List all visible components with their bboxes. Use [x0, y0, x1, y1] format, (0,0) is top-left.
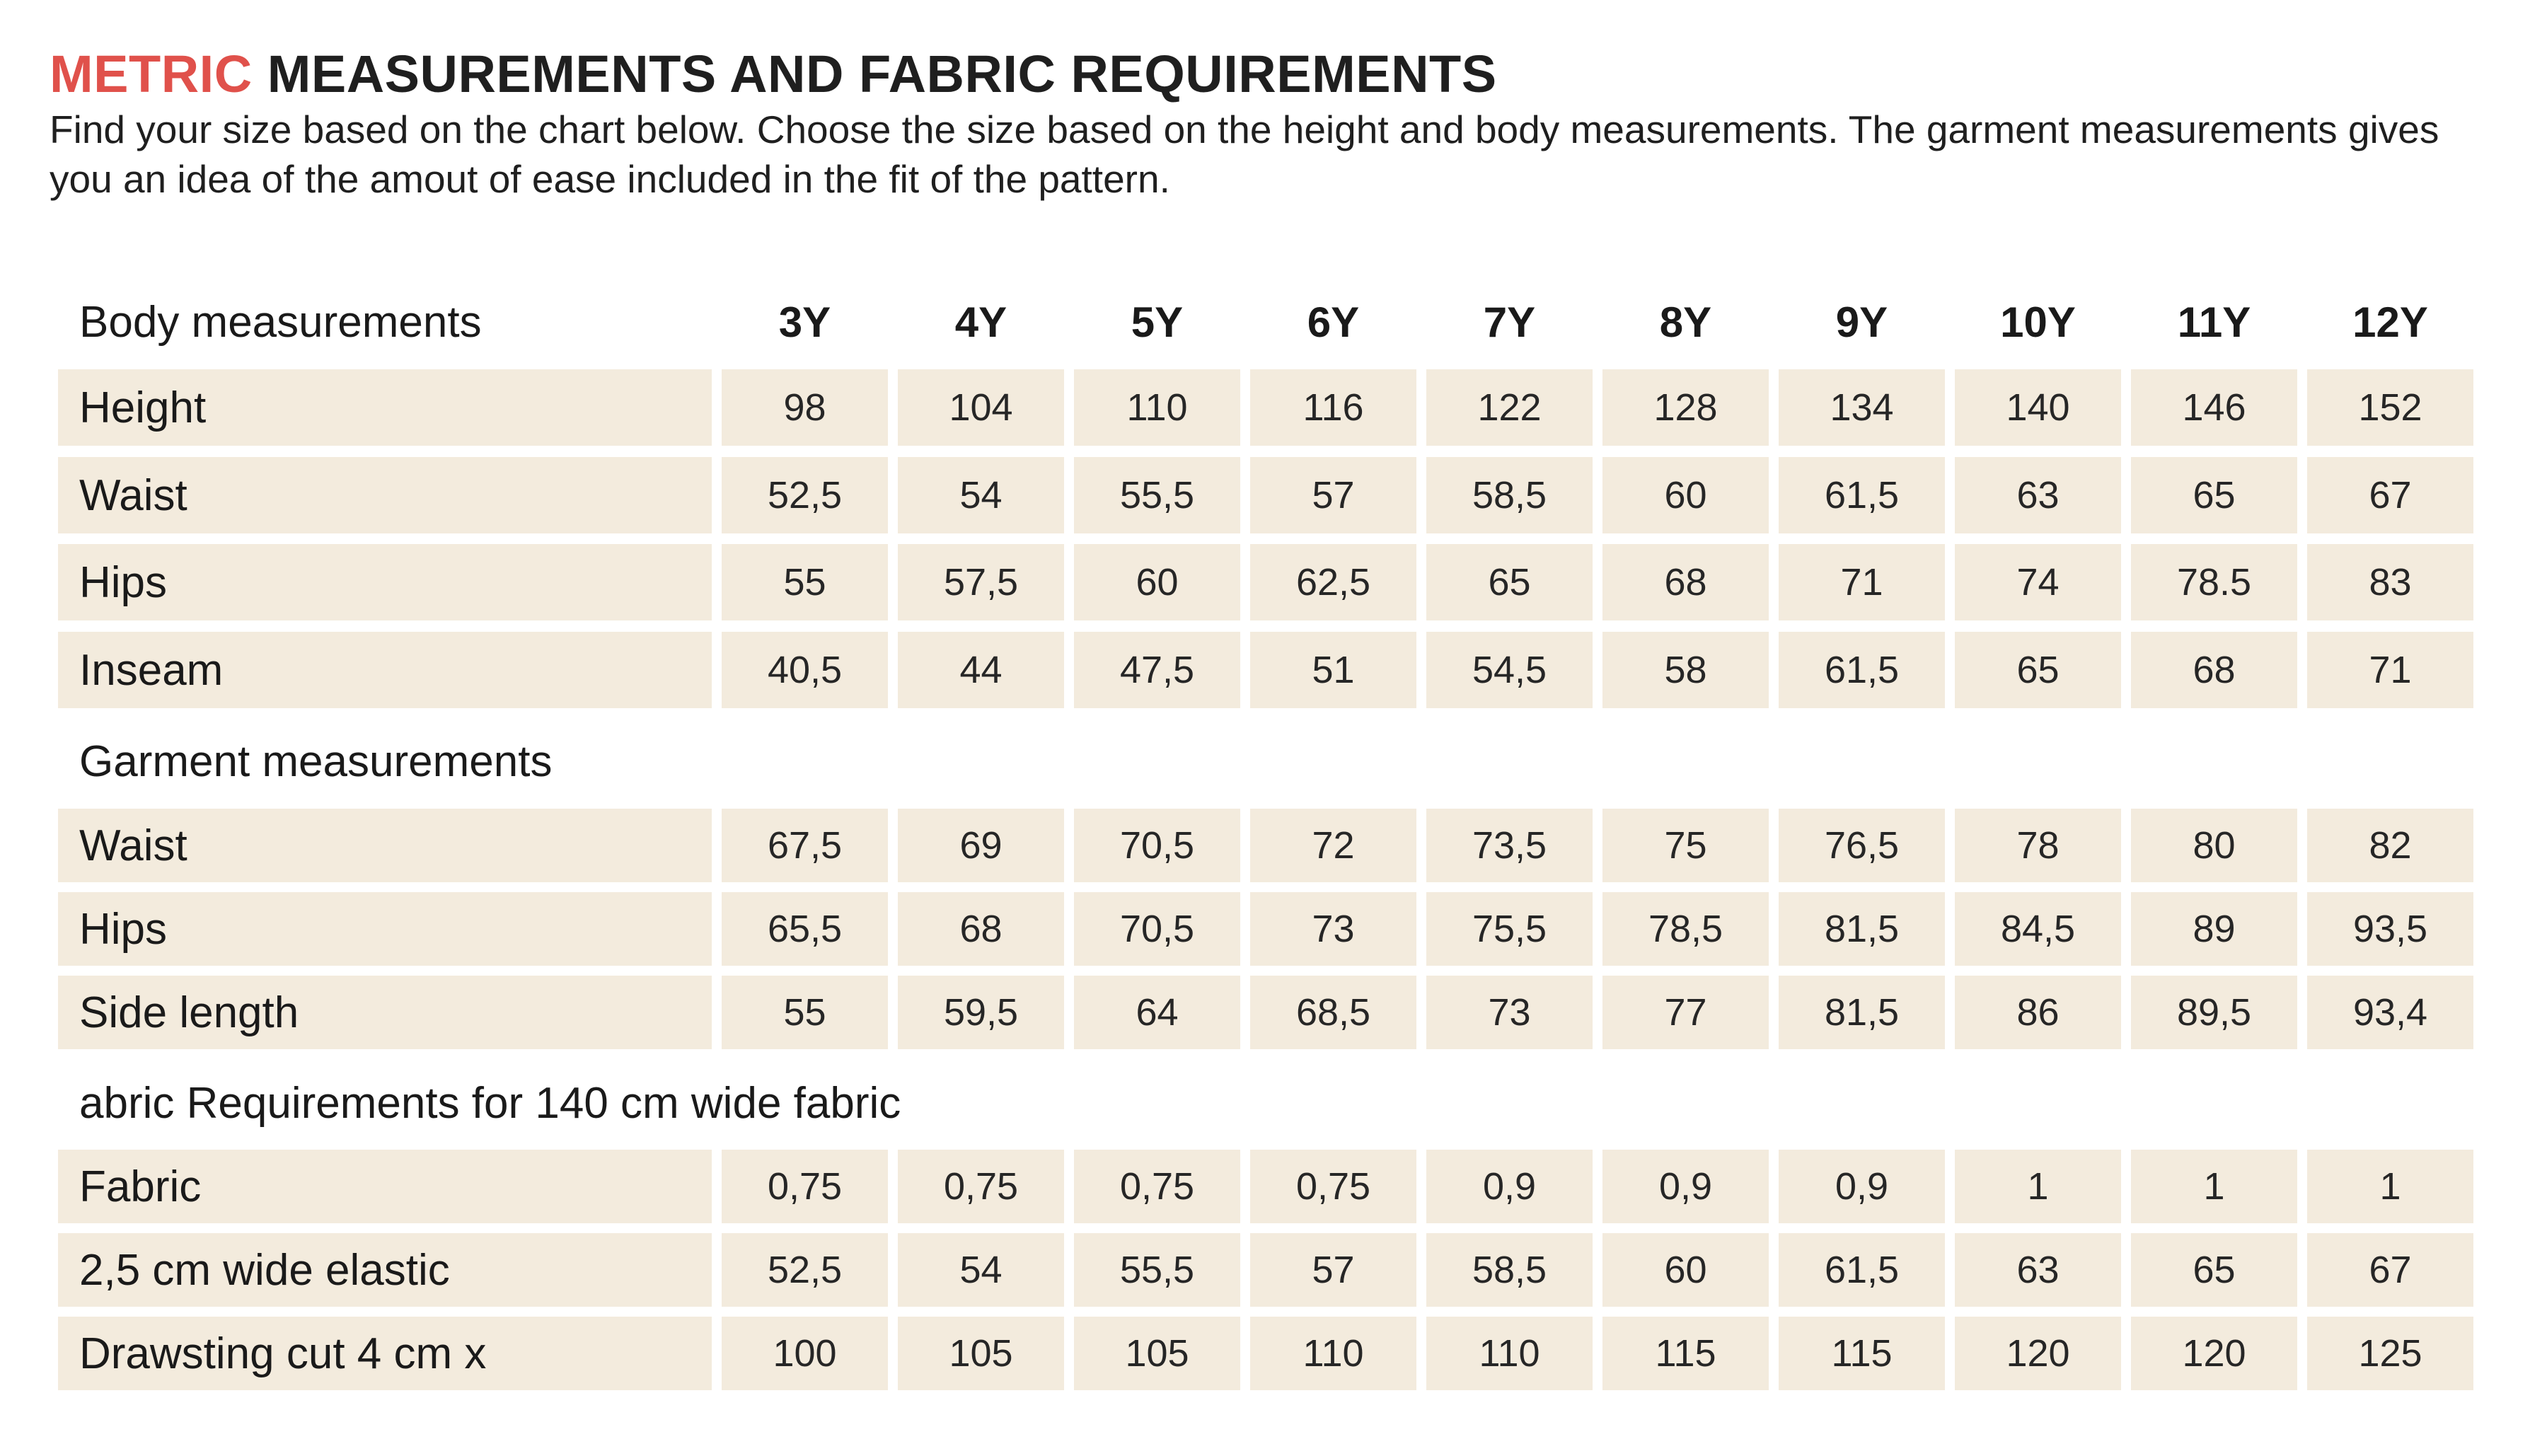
value-cell: 83 — [2307, 544, 2473, 620]
value-cell: 54,5 — [1426, 632, 1593, 708]
value-cell: 104 — [898, 369, 1064, 446]
table-row — [58, 1233, 2473, 1307]
value-cell: 61,5 — [1779, 1233, 1945, 1307]
value-cell: 65 — [1955, 632, 2121, 708]
value-cell: 110 — [1250, 1317, 1416, 1390]
value-cell: 86 — [1955, 976, 2121, 1049]
value-cell: 105 — [898, 1317, 1064, 1390]
value-cell: 82 — [2307, 809, 2473, 882]
intro-text: Find your size based on the chart below. Choose the size based on the height and body measurements. The garment measurements gives you an idea of the amout of ease included in the fit of the pattern. — [50, 108, 2439, 201]
row-label: Hips — [58, 892, 712, 966]
value-cell: 78 — [1955, 809, 2121, 882]
value-cell: 65 — [1426, 544, 1593, 620]
value-cell: 68,5 — [1250, 976, 1416, 1049]
size-header: 5Y — [1131, 298, 1184, 346]
value-cell: 54 — [898, 457, 1064, 533]
value-cell: 40,5 — [722, 632, 888, 708]
value-cell: 65,5 — [722, 892, 888, 966]
row-label: Waist — [58, 457, 712, 533]
value-cell: 81,5 — [1779, 892, 1945, 966]
value-cell: 122 — [1426, 369, 1593, 446]
value-cell: 59,5 — [898, 976, 1064, 1049]
value-cell: 61,5 — [1779, 632, 1945, 708]
value-cell: 54 — [898, 1233, 1064, 1307]
value-cell: 67 — [2307, 457, 2473, 533]
value-cell: 72 — [1250, 809, 1416, 882]
table-row — [58, 1150, 2473, 1223]
value-cell: 81,5 — [1779, 976, 1945, 1049]
value-cell: 67 — [2307, 1233, 2473, 1307]
value-cell: 63 — [1955, 457, 2121, 533]
value-cell: 62,5 — [1250, 544, 1416, 620]
value-cell: 115 — [1779, 1317, 1945, 1390]
value-cell: 68 — [2131, 632, 2297, 708]
value-cell: 58,5 — [1426, 1233, 1593, 1307]
size-header: 8Y — [1659, 298, 1712, 346]
value-cell: 76,5 — [1779, 809, 1945, 882]
row-label: Height — [58, 369, 712, 446]
value-cell: 63 — [1955, 1233, 2121, 1307]
row-label: Side length — [58, 976, 712, 1049]
size-header: 7Y — [1483, 298, 1536, 346]
title-rest: MEASUREMENTS AND FABRIC REQUIREMENTS — [267, 45, 1497, 103]
page-title — [50, 42, 1497, 106]
row-label: 2,5 cm wide elastic — [58, 1233, 712, 1307]
value-cell: 140 — [1955, 369, 2121, 446]
value-cell: 1 — [2131, 1150, 2297, 1223]
value-cell: 78,5 — [1602, 892, 1769, 966]
value-cell: 65 — [2131, 1233, 2297, 1307]
table-row — [58, 457, 2473, 533]
value-cell: 52,5 — [722, 1233, 888, 1307]
value-cell: 57,5 — [898, 544, 1064, 620]
title-accent: METRIC — [50, 45, 253, 103]
value-cell: 55,5 — [1074, 457, 1240, 533]
value-cell: 100 — [722, 1317, 888, 1390]
value-cell: 116 — [1250, 369, 1416, 446]
value-cell: 73 — [1250, 892, 1416, 966]
value-cell: 58 — [1602, 632, 1769, 708]
size-header: 9Y — [1835, 298, 1888, 346]
value-cell: 134 — [1779, 369, 1945, 446]
value-cell: 61,5 — [1779, 457, 1945, 533]
value-cell: 67,5 — [722, 809, 888, 882]
value-cell: 0,9 — [1602, 1150, 1769, 1223]
value-cell: 69 — [898, 809, 1064, 882]
value-cell: 105 — [1074, 1317, 1240, 1390]
value-cell: 55 — [722, 544, 888, 620]
value-cell: 120 — [1955, 1317, 2121, 1390]
table-row — [58, 632, 2473, 708]
value-cell: 93,5 — [2307, 892, 2473, 966]
section-fabric-label: abric Requirements for 140 cm wide fabric — [79, 1079, 901, 1128]
value-cell: 78.5 — [2131, 544, 2297, 620]
value-cell: 65 — [2131, 457, 2297, 533]
size-header: 10Y — [2000, 298, 2076, 346]
value-cell: 146 — [2131, 369, 2297, 446]
value-cell: 58,5 — [1426, 457, 1593, 533]
value-cell: 1 — [1955, 1150, 2121, 1223]
size-header: 3Y — [778, 298, 831, 346]
value-cell: 68 — [898, 892, 1064, 966]
value-cell: 89 — [2131, 892, 2297, 966]
value-cell: 1 — [2307, 1150, 2473, 1223]
value-cell: 55,5 — [1074, 1233, 1240, 1307]
value-cell: 93,4 — [2307, 976, 2473, 1049]
value-cell: 71 — [1779, 544, 1945, 620]
value-cell: 89,5 — [2131, 976, 2297, 1049]
value-cell: 77 — [1602, 976, 1769, 1049]
row-label: Waist — [58, 809, 712, 882]
table-row — [58, 1317, 2473, 1390]
row-label: Drawsting cut 4 cm x — [58, 1317, 712, 1390]
value-cell: 0,75 — [1074, 1150, 1240, 1223]
value-cell: 70,5 — [1074, 892, 1240, 966]
section-garment-label: Garment measurements — [79, 737, 553, 786]
value-cell: 74 — [1955, 544, 2121, 620]
value-cell: 60 — [1602, 457, 1769, 533]
value-cell: 0,75 — [1250, 1150, 1416, 1223]
row-label: Fabric — [58, 1150, 712, 1223]
size-header: 6Y — [1307, 298, 1360, 346]
value-cell: 71 — [2307, 632, 2473, 708]
value-cell: 84,5 — [1955, 892, 2121, 966]
header-label: Body measurements — [79, 297, 482, 347]
row-label: Inseam — [58, 632, 712, 708]
value-cell: 64 — [1074, 976, 1240, 1049]
value-cell: 0,9 — [1426, 1150, 1593, 1223]
size-header: 12Y — [2352, 298, 2428, 346]
value-cell: 73,5 — [1426, 809, 1593, 882]
value-cell: 57 — [1250, 457, 1416, 533]
value-cell: 125 — [2307, 1317, 2473, 1390]
value-cell: 80 — [2131, 809, 2297, 882]
value-cell: 52,5 — [722, 457, 888, 533]
value-cell: 0,75 — [722, 1150, 888, 1223]
value-cell: 57 — [1250, 1233, 1416, 1307]
value-cell: 110 — [1074, 369, 1240, 446]
value-cell: 128 — [1602, 369, 1769, 446]
header-row — [58, 290, 2473, 354]
value-cell: 110 — [1426, 1317, 1593, 1390]
table-row — [58, 976, 2473, 1049]
value-cell: 70,5 — [1074, 809, 1240, 882]
value-cell: 44 — [898, 632, 1064, 708]
value-cell: 51 — [1250, 632, 1416, 708]
value-cell: 75,5 — [1426, 892, 1593, 966]
table-row — [58, 809, 2473, 882]
table-row — [58, 544, 2473, 620]
value-cell: 68 — [1602, 544, 1769, 620]
value-cell: 60 — [1074, 544, 1240, 620]
value-cell: 47,5 — [1074, 632, 1240, 708]
value-cell: 75 — [1602, 809, 1769, 882]
value-cell: 60 — [1602, 1233, 1769, 1307]
value-cell: 152 — [2307, 369, 2473, 446]
row-label: Hips — [58, 544, 712, 620]
value-cell: 98 — [722, 369, 888, 446]
value-cell: 55 — [722, 976, 888, 1049]
table-row — [58, 369, 2473, 446]
size-header: 4Y — [954, 298, 1007, 346]
value-cell: 120 — [2131, 1317, 2297, 1390]
size-header: 11Y — [2177, 298, 2251, 346]
value-cell: 0,9 — [1779, 1150, 1945, 1223]
value-cell: 0,75 — [898, 1150, 1064, 1223]
table-row — [58, 892, 2473, 966]
value-cell: 115 — [1602, 1317, 1769, 1390]
value-cell: 73 — [1426, 976, 1593, 1049]
